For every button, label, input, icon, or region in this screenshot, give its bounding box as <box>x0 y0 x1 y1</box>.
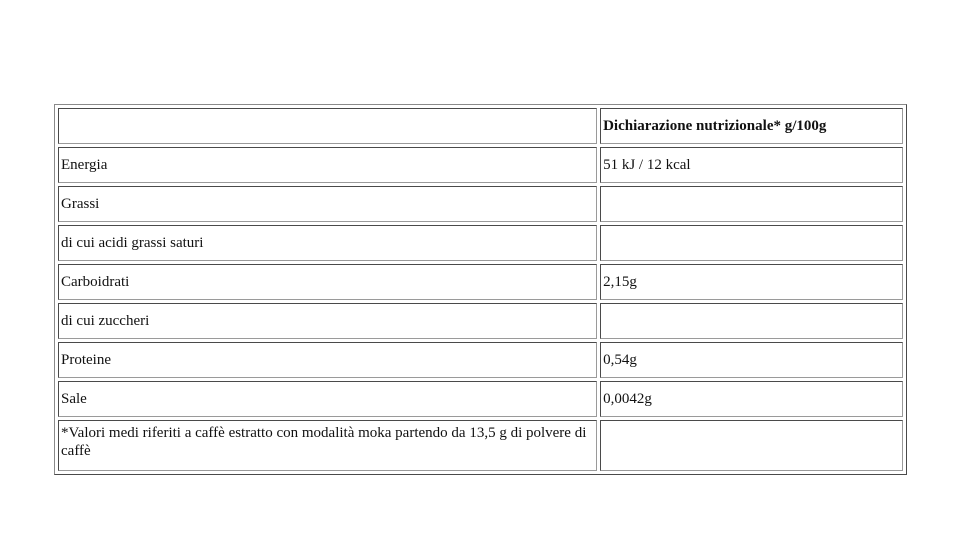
table-row <box>58 225 903 261</box>
header-label-cell <box>58 108 597 144</box>
table-note-row <box>58 420 903 471</box>
row-label-energia: Energia <box>58 147 597 183</box>
table-row <box>58 381 903 417</box>
footnote-text: *Valori medi riferiti a caffè estratto con modalità moka partendo da 13,5 g di polvere di caffè <box>58 420 597 471</box>
row-value-carboidrati: 2,15g <box>600 264 903 300</box>
nutrition-table <box>54 104 907 475</box>
table-row <box>58 342 903 378</box>
header-value-cell: Dichiarazione nutrizionale* g/100g <box>600 108 903 144</box>
row-label-zuccheri: di cui zuccheri <box>58 303 597 339</box>
row-label-grassi: Grassi <box>58 186 597 222</box>
row-value-proteine: 0,54g <box>600 342 903 378</box>
row-value-grassi <box>600 186 903 222</box>
row-value-grassi-saturi <box>600 225 903 261</box>
row-value-zuccheri <box>600 303 903 339</box>
row-label-grassi-saturi: di cui acidi grassi saturi <box>58 225 597 261</box>
row-value-sale: 0,0042g <box>600 381 903 417</box>
table-header-row <box>58 108 903 144</box>
row-label-carboidrati: Carboidrati <box>58 264 597 300</box>
table-row <box>58 264 903 300</box>
table-row <box>58 186 903 222</box>
table-row <box>58 303 903 339</box>
table-row <box>58 147 903 183</box>
footnote-value-cell <box>600 420 903 471</box>
row-label-proteine: Proteine <box>58 342 597 378</box>
row-value-energia: 51 kJ / 12 kcal <box>600 147 903 183</box>
row-label-sale: Sale <box>58 381 597 417</box>
